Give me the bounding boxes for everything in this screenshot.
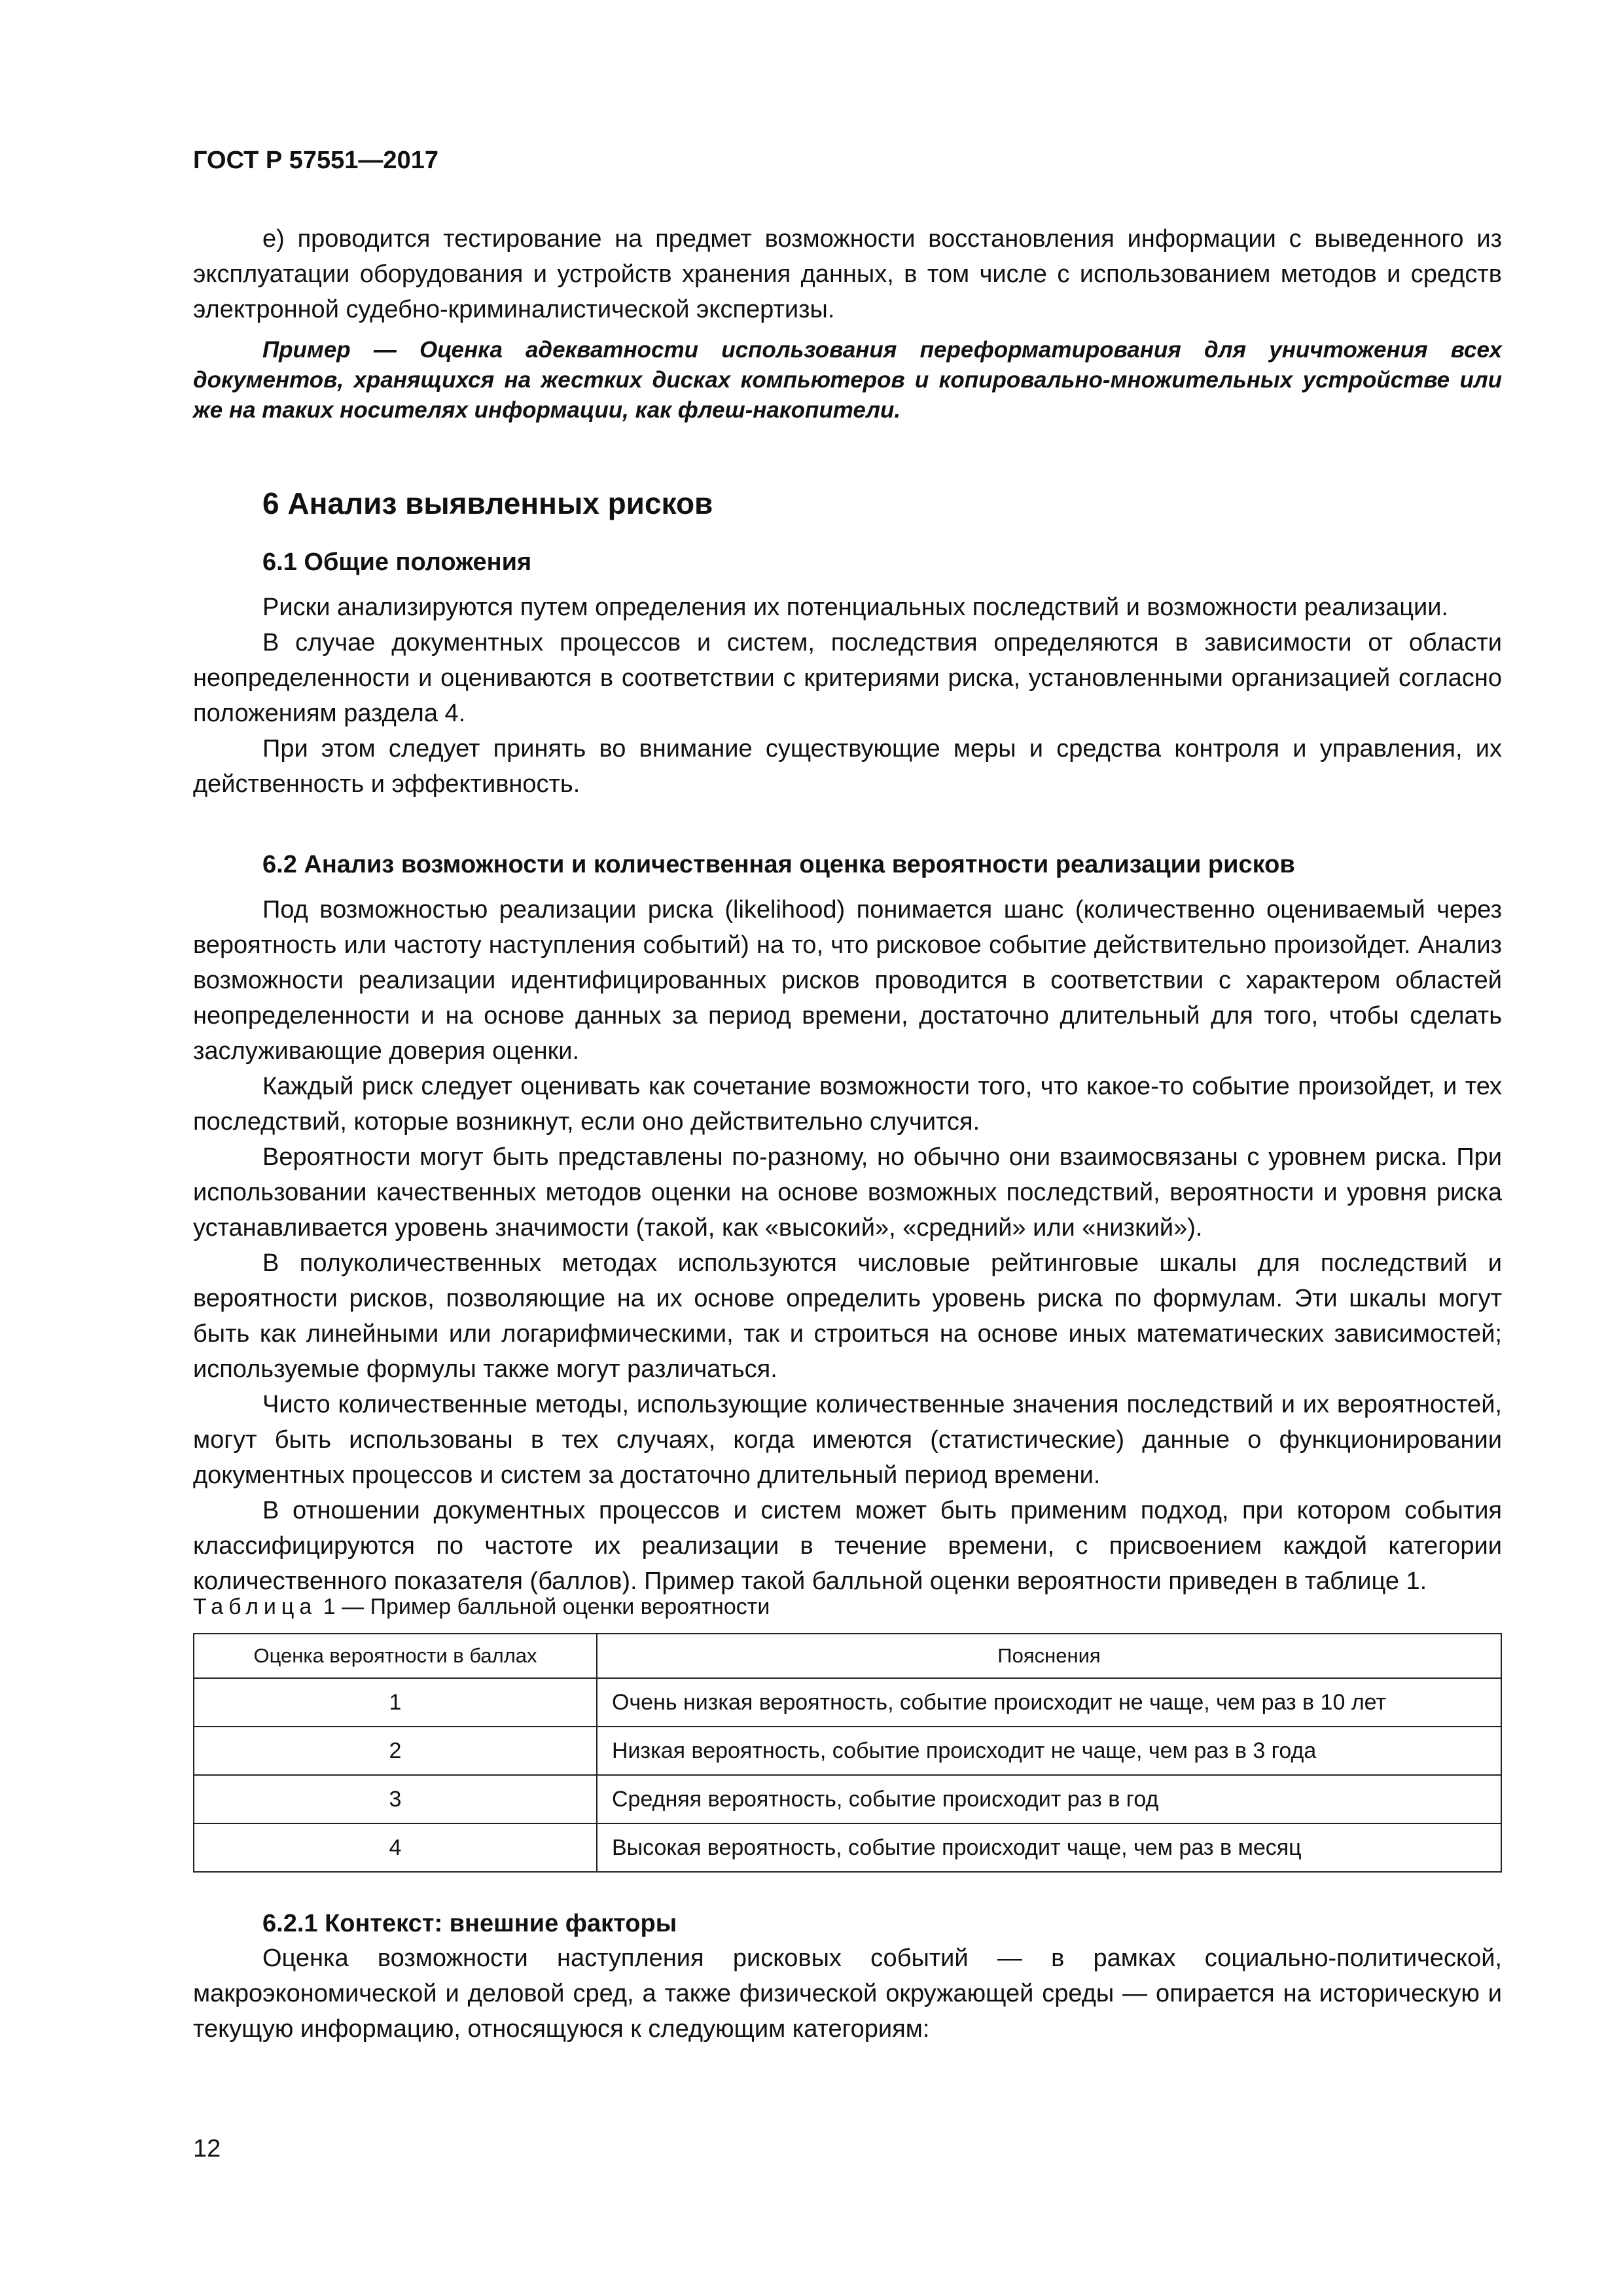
table-caption-label: Таблица	[193, 1594, 317, 1619]
score-cell: 2	[194, 1727, 597, 1775]
column-header-score: Оценка вероятности в баллах	[194, 1634, 597, 1678]
table-header-row	[194, 1634, 1501, 1678]
probability-score-table	[193, 1633, 1502, 1873]
list-item-e: е) проводится тестирование на предмет возможности восстановления информации с выведенного из эксплуатации оборудования и устройств хранения данных, в том числе с использованием методов и средств электронной судебно-криминалистической экспертизы.	[193, 225, 1502, 323]
paragraph: Вероятности могут быть представлены по-разному, но обычно они взаимосвязаны с уровнем риска. При использовании качественных методов оценки на основе возможных последствий, вероятности и уровня риска устанавливается уровень значимости (такой, как «высокий», «средний» или «низкий»).	[193, 1143, 1502, 1242]
table-caption-text: 1 — Пример балльной оценки вероятности	[323, 1594, 770, 1619]
section-6-1	[193, 548, 1502, 802]
page-number: 12	[193, 2135, 221, 2162]
column-header-description: Пояснения	[597, 1634, 1501, 1678]
paragraph: При этом следует принять во внимание существующие меры и средства контроля и управления, их действенность и эффективность.	[193, 735, 1502, 798]
section-6-title: 6 Анализ выявленных рисков	[262, 486, 713, 520]
section-6-2	[193, 851, 1502, 1599]
table-row	[194, 1775, 1501, 1823]
section-6-2-1	[193, 1910, 1502, 2047]
score-cell: 4	[194, 1823, 597, 1872]
paragraph: Под возможностью реализации риска (likelihood) понимается шанс (количественно оцениваемый через вероятность или частоту наступления событий) на то, что рисковое событие действительно произойдет. Анализ возможности реализации идентифицированных рисков проводится в соответствии с характером областей неопределенности и на основе данных за период времени, достаточно длительный для того, чтобы сделать заслуживающие доверия оценки.	[193, 896, 1502, 1065]
description-cell: Очень низкая вероятность, событие происходит не чаще, чем раз в 10 лет	[597, 1678, 1501, 1727]
paragraph: Оценка возможности наступления рисковых событий — в рамках социально-политической, макроэкономической и деловой сред, а также физической окружающей среды — опирается на историческую и текущую информацию, относящуюся к следующим категориям:	[193, 1945, 1502, 2043]
score-cell: 3	[194, 1775, 597, 1823]
table-row	[194, 1823, 1501, 1872]
paragraph: В отношении документных процессов и систем может быть применим подход, при котором события классифицируются по частоте их реализации в течение времени, с присвоением каждой категории количественного показателя (баллов). Пример такой балльной оценки вероятности приведен в таблице 1.	[193, 1497, 1502, 1595]
section-6-2-1-title: 6.2.1 Контекст: внешние факторы	[262, 1910, 677, 1937]
table-caption	[193, 1594, 1502, 1620]
example-note: Пример — Оценка адекватности использования переформатирования для уничтожения всех документов, хранящихся на жестких дисках компьютеров и копировально-множительных устройстве или же на таких носителях информации, как флеш-накопители.	[193, 337, 1502, 423]
description-cell: Высокая вероятность, событие происходит чаще, чем раз в месяц	[597, 1823, 1501, 1872]
section-6-heading-block	[193, 486, 1502, 521]
paragraph: В полуколичественных методах используются числовые рейтинговые шкалы для последствий и вероятности рисков, позволяющие на их основе определить уровень риска по формулам. Эти шкалы могут быть как линейными или логарифмическими, так и строиться на основе иных математических зависимостей; используемые формулы также могут различаться.	[193, 1249, 1502, 1383]
table-row	[194, 1727, 1501, 1775]
paragraph: Риски анализируются путем определения их потенциальных последствий и возможности реализации.	[262, 594, 1449, 621]
intro-block	[193, 221, 1502, 425]
section-6-2-title: 6.2 Анализ возможности и количественная оценка вероятности реализации рисков	[262, 851, 1295, 878]
paragraph: Каждый риск следует оценивать как сочетание возможности того, что какое-то событие произойдет, и тех последствий, которые возникнут, если оно действительно случится.	[193, 1073, 1502, 1136]
paragraph: В случае документных процессов и систем, последствия определяются в зависимости от области неопределенности и оцениваются в соответствии с критериями риска, установленными организацией согласно положениям раздела 4.	[193, 629, 1502, 727]
section-6-1-title: 6.1 Общие положения	[262, 548, 532, 576]
table-row	[194, 1678, 1501, 1727]
score-cell: 1	[194, 1678, 597, 1727]
document-code-header: ГОСТ Р 57551—2017	[193, 147, 438, 174]
description-cell: Средняя вероятность, событие происходит раз в год	[597, 1775, 1501, 1823]
paragraph: Чисто количественные методы, использующие количественные значения последствий и их вероятностей, могут быть использованы в тех случаях, когда имеются (статистические) данные о функционировании документных процессов и систем за достаточно длительный период времени.	[193, 1391, 1502, 1489]
description-cell: Низкая вероятность, событие происходит не чаще, чем раз в 3 года	[597, 1727, 1501, 1775]
table-1-block	[193, 1594, 1502, 1873]
